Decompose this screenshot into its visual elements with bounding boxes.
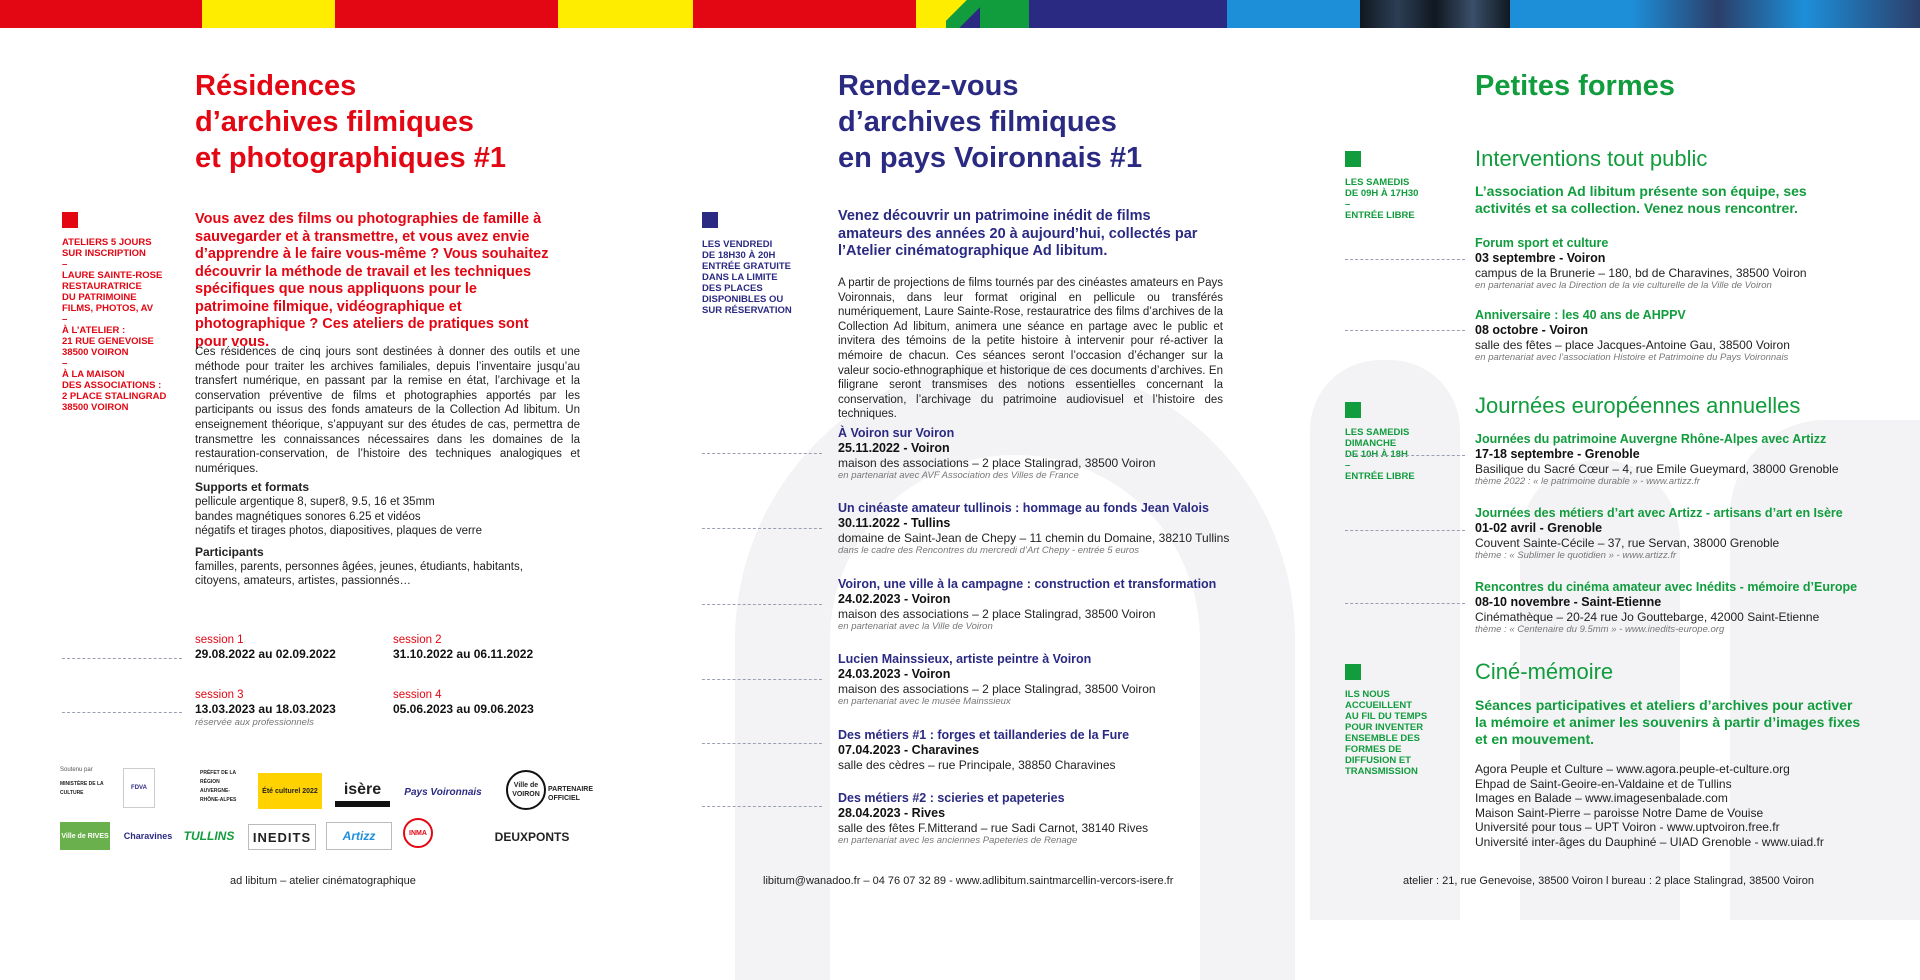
supports-line: bandes magnétiques sonores 6.25 et vidéos: [195, 510, 421, 523]
section-interventions-lead: L’association Ad libitum présente son équipe, ses activités et sa collection. Venez nous rencontrer.: [1475, 183, 1807, 216]
supports-line: pellicule argentique 8, super8, 9.5, 16 et 35mm: [195, 496, 435, 508]
col1-footer: ad libitum – atelier cinématographique: [230, 875, 416, 887]
event-date: 01-02 avril - Grenoble: [1475, 521, 1603, 535]
col3-event-forum: [1475, 235, 1807, 292]
col2-event-6: [838, 790, 1148, 847]
separator-dashed: [62, 658, 182, 659]
logo-inma: INMA: [403, 818, 433, 848]
logo-pays-voironnais: Pays Voironnais: [404, 786, 482, 798]
session-dates: 29.08.2022 au 02.09.2022: [195, 647, 336, 661]
session-label: session 1: [195, 634, 244, 646]
event-place: maison des associations – 2 place Stalingrad, 38500 Voiron: [838, 456, 1156, 470]
event-title: Anniversaire : les 40 ans de AHPPV: [1475, 308, 1686, 322]
session-dates: 05.06.2023 au 09.06.2023: [393, 702, 534, 716]
col2-lead-paragraph: Venez découvrir un patrimoine inédit de films amateurs des années 20 à aujourd’hui, collectés par l’Atelier cinématographique Ad libitum.: [838, 208, 1198, 259]
partner-line: Université pour tous – UPT Voiron - www.uptvoiron.free.fr: [1475, 820, 1780, 835]
participants-line: citoyens, amateurs, artistes, passionnés…: [195, 575, 412, 588]
session-dates: 13.03.2023 au 18.03.2023: [195, 702, 336, 716]
event-place: maison des associations – 2 place Stalingrad, 38500 Voiron: [838, 682, 1156, 696]
separator-dashed: [1345, 603, 1465, 604]
event-title: Rencontres du cinéma amateur avec Inédits - mémoire d’Europe: [1475, 580, 1858, 594]
supported-by-label: Soutenu par: [60, 767, 93, 773]
separator-dashed: [1345, 530, 1465, 531]
partner-line: Ehpad de Saint-Geoire-en-Valdaine et de Tullins: [1475, 776, 1732, 791]
event-note: thème : « Centenaire du 9.5mm » - www.inedits-europe.org: [1475, 624, 1725, 635]
logo-tullins: TULLINS: [183, 828, 235, 843]
col1-title: Résidences d’archives filmiques et photographiques #1: [195, 70, 506, 174]
event-title: Forum sport et culture: [1475, 236, 1609, 250]
event-title: Des métiers #1 : forges et taillanderies de la Fure: [838, 728, 1130, 742]
partner-line: Agora Peuple et Culture – www.agora.peuple-et-culture.org: [1475, 762, 1790, 776]
event-place: Couvent Sainte-Cécile – 37, rue Servan, 38000 Grenoble: [1475, 536, 1780, 550]
event-place: campus de la Brunerie – 180, bd de Charavines, 38500 Voiron: [1475, 266, 1807, 280]
section-journees-heading: Journées européennes annuelles: [1475, 393, 1801, 418]
session-1: [195, 633, 336, 662]
logo-fdva: FDVA: [123, 768, 155, 808]
logo-ete-culturel: Été culturel 2022: [258, 773, 322, 809]
event-date: 07.04.2023 - Charavines: [838, 743, 980, 757]
event-date: 28.04.2023 - Rives: [838, 806, 946, 820]
separator-dashed: [62, 712, 182, 713]
event-title: Lucien Mainssieux, artiste peintre à Voiron: [838, 652, 1092, 666]
event-title: Un cinéaste amateur tullinois : hommage au fonds Jean Valois: [838, 501, 1209, 515]
logo-ville-voiron: Ville de VOIRON: [506, 770, 546, 810]
separator-dashed: [702, 528, 822, 529]
event-place: maison des associations – 2 place Stalingrad, 38500 Voiron: [838, 607, 1156, 621]
event-note: en partenariat avec l’association Histoire et Patrimoine du Pays Voironnais: [1475, 352, 1789, 363]
col3-event-patrimoine: [1475, 431, 1839, 488]
separator-dashed: [702, 743, 822, 744]
partner-line: Maison Saint-Pierre – paroisse Notre Dame de Vouise: [1475, 805, 1764, 820]
col3-sidebar-info-2: LES SAMEDIS DIMANCHE DE 10H À 18H – ENTRÉE LIBRE: [1345, 427, 1415, 482]
col2-marker-square: [702, 212, 718, 228]
event-place: salle des fêtes F.Mitterand – rue Sadi Carnot, 38140 Rives: [838, 821, 1149, 835]
logo-ville-rives: Ville de RIVES: [60, 822, 110, 850]
event-date: 08-10 novembre - Saint-Etienne: [1475, 595, 1662, 609]
col2-body-paragraph: A partir de projections de films tournés par des cinéastes amateurs en Pays Voironnais, dans leur format original en pellicule ou transférés numériquement, Laure Sainte-Rose, restauratrice des films d’archives de la Collection Ad libitum, animera une séance en partage avec le public et invitera des témoins de la petite histoire à intervenir pour ré-activer la mémoire de chacun. Ces séances seront l’occasion d’échanger sur la valeur socio-ethnographique et historique de ces documents d’archives. En filigrane seront transmises des notions essentielles concernant la conservation, l’archivage du patrimoine audiovisuel et l’histoire des techniques.: [838, 277, 1223, 421]
section-cine-memoire-heading: Ciné-mémoire: [1475, 659, 1614, 684]
col2-footer: libitum@wanadoo.fr – 04 76 07 32 89 - www.adlibitum.saintmarcellin-vercors-isere.fr: [763, 875, 1174, 887]
supports-title: Supports et formats: [195, 480, 310, 494]
partner-official-label: PARTENAIRE OFFICIEL: [548, 786, 593, 802]
top-color-bar: [0, 0, 1920, 28]
col3-title: Petites formes: [1475, 70, 1675, 102]
participants-line: familles, parents, personnes âgées, jeunes, étudiants, habitants,: [195, 560, 523, 573]
session-3: [195, 688, 336, 728]
partner-line: Images en Balade – www.imagesenbalade.com: [1475, 791, 1728, 806]
col1-marker-square: [62, 212, 78, 228]
col2-event-3: [838, 576, 1216, 633]
session-label: session 4: [393, 689, 442, 701]
event-date: 30.11.2022 - Tullins: [838, 516, 951, 530]
session-4: [393, 688, 534, 717]
logo-inedits: INEDITS: [248, 824, 316, 850]
col1-sidebar-info: ATELIERS 5 JOURS SUR INSCRIPTION – LAURE SAINTE-ROSE RESTAURATRICE DU PATRIMOINE FILMS, PHOTOS, AV – À L’ATELIER : 21 RUE GENEVOISE 38500 VOIRON – À LA MAISON DES ASSOCIATIONS : 2 PLACE STALINGRAD 38500 VOIRON: [62, 237, 167, 413]
event-place: Cinémathèque – 20-24 rue Jo Gouttebarge, 42000 Saint-Etienne: [1475, 610, 1820, 624]
event-date: 08 octobre - Voiron: [1475, 323, 1588, 337]
separator-dashed: [1345, 330, 1465, 331]
event-title: Journées des métiers d’art avec Artizz - artisans d’art en Isère: [1475, 506, 1843, 520]
col2-event-1: [838, 425, 1156, 482]
cine-memoire-partners-list: [1475, 762, 1824, 850]
event-place: domaine de Saint-Jean de Chepy – 11 chemin du Domaine, 38210 Tullins: [838, 531, 1230, 545]
event-date: 25.11.2022 - Voiron: [838, 441, 950, 455]
participants-title: Participants: [195, 544, 264, 559]
col3-footer: atelier : 21, rue Genevoise, 38500 Voiron l bureau : 2 place Stalingrad, 38500 Voiron: [1403, 875, 1814, 887]
logo-isere: isère: [335, 777, 390, 807]
event-title: Voiron, une ville à la campagne : construction et transformation: [838, 577, 1217, 591]
separator-dashed: [702, 453, 822, 454]
event-note: thème : « Sublimer le quotidien » - www.artizz.fr: [1475, 550, 1677, 561]
col2-event-2: [838, 500, 1229, 557]
event-note: dans le cadre des Rencontres du mercredi d’Art Chepy - entrée 5 euros: [838, 545, 1139, 556]
logo-ministere-culture: MINISTÈRE DE LA CULTURE: [60, 781, 104, 796]
separator-dashed: [1345, 259, 1465, 260]
event-title: Journées du patrimoine Auvergne Rhône-Alpes avec Artizz: [1475, 432, 1827, 446]
col3-sidebar-info-1: LES SAMEDIS DE 09H À 17H30 – ENTRÉE LIBRE: [1345, 177, 1419, 221]
logo-artizz: Artizz: [326, 822, 392, 850]
event-note: en partenariat avec le musée Mainssieux: [838, 696, 1011, 707]
partner-line: Université inter-âges du Dauphiné – UIAD Grenoble - www.uiad.fr: [1475, 834, 1824, 849]
event-place: salle des fêtes – place Jacques-Antoine Gau, 38500 Voiron: [1475, 338, 1790, 352]
event-note: en partenariat avec AVF Association des Villes de France: [838, 470, 1079, 481]
col2-sidebar-info: LES VENDREDI DE 18H30 À 20H ENTRÉE GRATUITE DANS LA LIMITE DES PLACES DISPONIBLES OU SUR RÉSERVATION: [702, 239, 792, 316]
separator-dashed: [702, 604, 822, 605]
section-interventions-heading: Interventions tout public: [1475, 146, 1708, 171]
separator-dashed: [702, 806, 822, 807]
logo-charavines: Charavines: [123, 830, 173, 841]
logo-prefet-region: PRÉFET DE LA RÉGION AUVERGNE-RHÔNE-ALPES: [200, 770, 237, 803]
separator-dashed: [702, 679, 822, 680]
col3-event-anniversaire: [1475, 307, 1790, 364]
event-date: 24.03.2023 - Voiron: [838, 667, 951, 681]
event-title: Des métiers #2 : scieries et papeteries: [838, 791, 1065, 805]
event-date: 17-18 septembre - Grenoble: [1475, 447, 1640, 461]
event-date: 03 septembre - Voiron: [1475, 251, 1606, 265]
col3-event-metiers-art: [1475, 505, 1843, 562]
supports-line: négatifs et tirages photos, diapositives, plaques de verre: [195, 525, 483, 538]
event-place: Basilique du Sacré Cœur – 4, rue Emile Gueymard, 38000 Grenoble: [1475, 462, 1839, 476]
col3-sidebar-info-3: ILS NOUS ACCUEILLENT AU FIL DU TEMPS POUR INVENTER ENSEMBLE DES FORMES DE DIFFUSION ET TRANSMISSION: [1345, 689, 1428, 777]
col3-marker-square-1: [1345, 151, 1361, 167]
event-note: en partenariat avec la Direction de la vie culturelle de la Ville de Voiron: [1475, 280, 1772, 291]
separator-dashed: [1345, 455, 1465, 456]
col1-supports-block: [195, 480, 585, 589]
col2-title: Rendez-vous d’archives filmiques en pays Voironnais #1: [838, 70, 1143, 174]
event-note: en partenariat avec les anciennes Papeteries de Renage: [838, 835, 1078, 846]
event-title: À Voiron sur Voiron: [838, 426, 955, 440]
event-place: salle des cèdres – rue Principale, 38850 Charavines: [838, 758, 1116, 772]
session-2: [393, 633, 533, 662]
event-note: thème 2022 : « le patrimoine durable » - www.artizz.fr: [1475, 476, 1700, 487]
col3-marker-square-3: [1345, 664, 1361, 680]
event-date: 24.02.2023 - Voiron: [838, 592, 951, 606]
col2-event-5: [838, 727, 1129, 772]
col2-event-4: [838, 651, 1156, 708]
col1-lead-paragraph: Vous avez des films ou photographies de famille à sauvegarder et à transmettre, et vous avez envie d’apprendre à le faire vous-même ? Vous souhaitez découvrir la méthode de travail et les techniques spécifiques que nous appliquons pour le patrimoine filmique, vidéographique et photographique ? Ces ateliers de pratiques sont pour vous.: [195, 211, 549, 350]
logo-deuxponts: DEUXPONTS: [494, 829, 570, 844]
section-cine-memoire-lead: Séances participatives et ateliers d’archives pour activer la mémoire et animer les souvenirs à partir d’images fixes et en mouvement.: [1475, 697, 1861, 747]
session-dates: 31.10.2022 au 06.11.2022: [393, 647, 534, 661]
session-note: réservée aux professionnels: [195, 717, 314, 728]
session-label: session 2: [393, 634, 442, 646]
session-label: session 3: [195, 689, 244, 701]
col1-body-paragraph: Ces résidences de cinq jours sont destinées à donner des outils et une méthode pour traiter les archives familiales, depuis l’inventaire jusqu’au transfert numérique, en passant par la remise en état, l’archivage et la conservation préventive de films et photographies apportés par les participants ou issus des fonds amateurs de la Collection Ad libitum. Un enseignement théorique, s’appuyant sur des études de cas, permettra de transmettre les connaissances nécessaires dans les domaines de la restauration-conservation, de l’histoire des techniques analogiques et numériques.: [195, 346, 580, 475]
col3-event-cinema-amateur: [1475, 579, 1857, 636]
event-note: en partenariat avec la Ville de Voiron: [838, 621, 993, 632]
col3-marker-square-2: [1345, 402, 1361, 418]
